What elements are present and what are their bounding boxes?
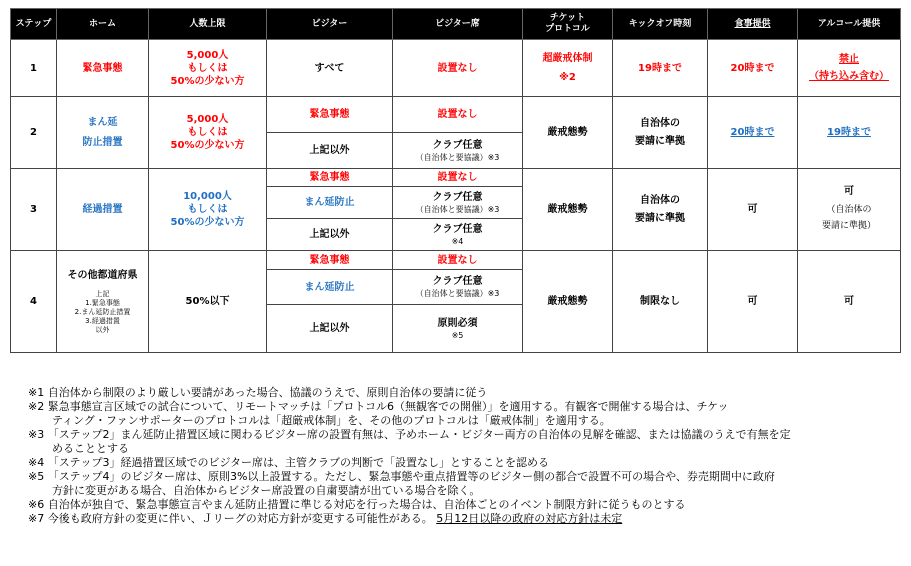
seat-value: クラブ任意 <box>432 223 483 235</box>
kickoff-time: 19時まで <box>613 40 708 97</box>
home-status: まん延 防止措置 <box>57 97 149 169</box>
visitor-seat: 設置なし <box>393 169 523 187</box>
footnote-continuation: めることとする <box>52 442 129 455</box>
footnote-3 <box>28 428 898 456</box>
header-visitor: ビジター <box>267 9 393 40</box>
home-status: 経過措置 <box>57 169 149 251</box>
home-value: その他都道府県 <box>67 269 138 281</box>
food-service: 可 <box>708 169 798 251</box>
footnote-continuation: ティング・ファンサポーターのプロトコルは「超厳戒体制」を、その他のプロトコルは「厳戒体制」を適用する。 <box>52 414 611 427</box>
visitor-seat <box>393 187 523 219</box>
seat-value: クラブ任意 <box>432 191 483 203</box>
visitor-seat <box>393 270 523 305</box>
visitor-seat <box>393 133 523 169</box>
food-service: 20時まで <box>708 97 798 169</box>
seat-value: 原則必須 <box>437 317 478 329</box>
visitor-seat: 設置なし <box>393 40 523 97</box>
visitor-type: 上記以外 <box>267 133 393 169</box>
table-row-step4 <box>11 251 901 270</box>
header-visitor-seat: ビジター席 <box>393 9 523 40</box>
footnote-text: 今後も政府方針の変更に伴い、Ｊリーグの対応方針が変更する可能性がある。 <box>47 512 433 525</box>
home-note: 上記 1.緊急事態 2.まん延防止措置 3.経過措置 以外 <box>74 289 131 334</box>
header-home: ホーム <box>57 9 149 40</box>
header-kickoff: キックオフ時刻 <box>613 9 708 40</box>
footnote-text: 自治体が独自で、緊急事態宣言やまん延防止措置に準じる対応を行った場合は、自治体ごとのイベント制限方針に従うものとする <box>47 498 686 511</box>
footnotes <box>28 386 898 526</box>
attendance-limit: 10,000人 もしくは 50%の少ない方 <box>149 169 267 251</box>
alcohol-service <box>798 169 901 251</box>
visitor-type: 緊急事態 <box>267 169 393 187</box>
table-row-step2 <box>11 97 901 133</box>
footnote-highlight: 5月12日以降の政府の対応方針は未定 <box>436 512 623 525</box>
footnote-4 <box>28 456 898 470</box>
footnote-5 <box>28 470 898 498</box>
footnote-1 <box>28 386 898 400</box>
ticket-protocol: 厳戒態勢 <box>523 169 613 251</box>
attendance-limit: 5,000人 もしくは 50%の少ない方 <box>149 40 267 97</box>
header-limit: 人数上限 <box>149 9 267 40</box>
visitor-type: 上記以外 <box>267 219 393 251</box>
visitor-type: まん延防止 <box>267 187 393 219</box>
visitor-type: 緊急事態 <box>267 251 393 270</box>
visitor-seat: 設置なし <box>393 97 523 133</box>
regulation-table <box>10 8 901 353</box>
footnote-mark: ※7 <box>28 512 45 525</box>
attendance-limit: 50%以下 <box>149 251 267 353</box>
table-row-step3 <box>11 169 901 187</box>
seat-value: クラブ任意 <box>432 139 483 151</box>
food-service: 20時まで <box>708 40 798 97</box>
footnote-mark: ※5 <box>28 470 45 483</box>
header-alcohol: アルコール提供 <box>798 9 901 40</box>
footnote-2 <box>28 400 898 428</box>
header-step: ステップ <box>11 9 57 40</box>
alcohol-service <box>798 40 901 97</box>
ticket-protocol: 厳戒態勢 <box>523 251 613 353</box>
header-ticket-protocol: チケット プロトコル <box>523 9 613 40</box>
footnote-text: 「ステップ2」まん延防止措置区域に関わるビジター席の設置有無は、予めホーム・ビジター両方の自治体の見解を確認、または協議のうえで有無を定 <box>47 428 791 441</box>
visitor-seat <box>393 219 523 251</box>
footnote-text: 「ステップ4」のビジター席は、原則3%以上設置する。ただし、緊急事態や重点措置等のビジター側の都合で設置不可の場合や、券売期間中に政府 <box>47 470 775 483</box>
ticket-protocol: 厳戒態勢 <box>523 97 613 169</box>
footnote-mark: ※1 <box>28 386 45 399</box>
step-number: 4 <box>11 251 57 353</box>
kickoff-time: 自治体の 要請に準拠 <box>613 169 708 251</box>
table-row-step1 <box>11 40 901 97</box>
alcohol-value: 禁止 <box>839 54 859 65</box>
visitor-type: 緊急事態 <box>267 97 393 133</box>
seat-value: クラブ任意 <box>432 276 483 287</box>
home-status <box>57 251 149 353</box>
alcohol-value: 可 <box>844 186 854 197</box>
header-food: 食事提供 <box>708 9 798 40</box>
food-service: 可 <box>708 251 798 353</box>
seat-note: （自治体と要協議）※3 <box>415 152 500 162</box>
step-number: 1 <box>11 40 57 97</box>
seat-note: （自治体と要協議）※3 <box>415 289 500 298</box>
seat-note: ※4 <box>451 236 464 246</box>
header-row <box>11 9 901 40</box>
seat-note: ※5 <box>451 330 464 340</box>
footnote-continuation: 方針に変更がある場合、自治体からビジター席設置の自粛要請が出ている場合を除く。 <box>52 484 481 497</box>
visitor-seat <box>393 305 523 353</box>
visitor-type: 上記以外 <box>267 305 393 353</box>
alcohol-service: 19時まで <box>798 97 901 169</box>
ticket-protocol <box>523 40 613 97</box>
footnote-mark: ※4 <box>28 456 45 469</box>
kickoff-time: 制限なし <box>613 251 708 353</box>
footnote-mark: ※6 <box>28 498 45 511</box>
protocol-note: ※2 <box>559 72 576 83</box>
footnote-7 <box>28 512 898 526</box>
footnote-text: 自治体から制限のより厳しい要請があった場合、協議のうえで、原則自治体の要請に従う <box>47 386 488 399</box>
footnote-6 <box>28 498 898 512</box>
footnote-mark: ※3 <box>28 428 45 441</box>
protocol-value: 超厳戒体制 <box>542 53 593 64</box>
alcohol-service: 可 <box>798 251 901 353</box>
alcohol-note: （持ち込み含む） <box>809 71 889 82</box>
visitor-type: すべて <box>267 40 393 97</box>
step-number: 2 <box>11 97 57 169</box>
footnote-text: 「ステップ3」経過措置区域でのビジター席は、主管クラブの判断で「設置なし」とすることを認める <box>47 456 550 469</box>
visitor-type: まん延防止 <box>267 270 393 305</box>
seat-note: （自治体と要協議）※3 <box>415 204 500 214</box>
kickoff-time: 自治体の 要請に準拠 <box>613 97 708 169</box>
visitor-seat: 設置なし <box>393 251 523 270</box>
step-number: 3 <box>11 169 57 251</box>
attendance-limit: 5,000人 もしくは 50%の少ない方 <box>149 97 267 169</box>
home-status: 緊急事態 <box>57 40 149 97</box>
alcohol-note: （自治体の 要請に準拠） <box>821 205 876 231</box>
footnote-text: 緊急事態宣言区域での試合について、リモートマッチは「プロトコル6（無観客での開催）」を適用する。有観客で開催する場合は、チケッ <box>47 400 729 413</box>
footnote-mark: ※2 <box>28 400 45 413</box>
